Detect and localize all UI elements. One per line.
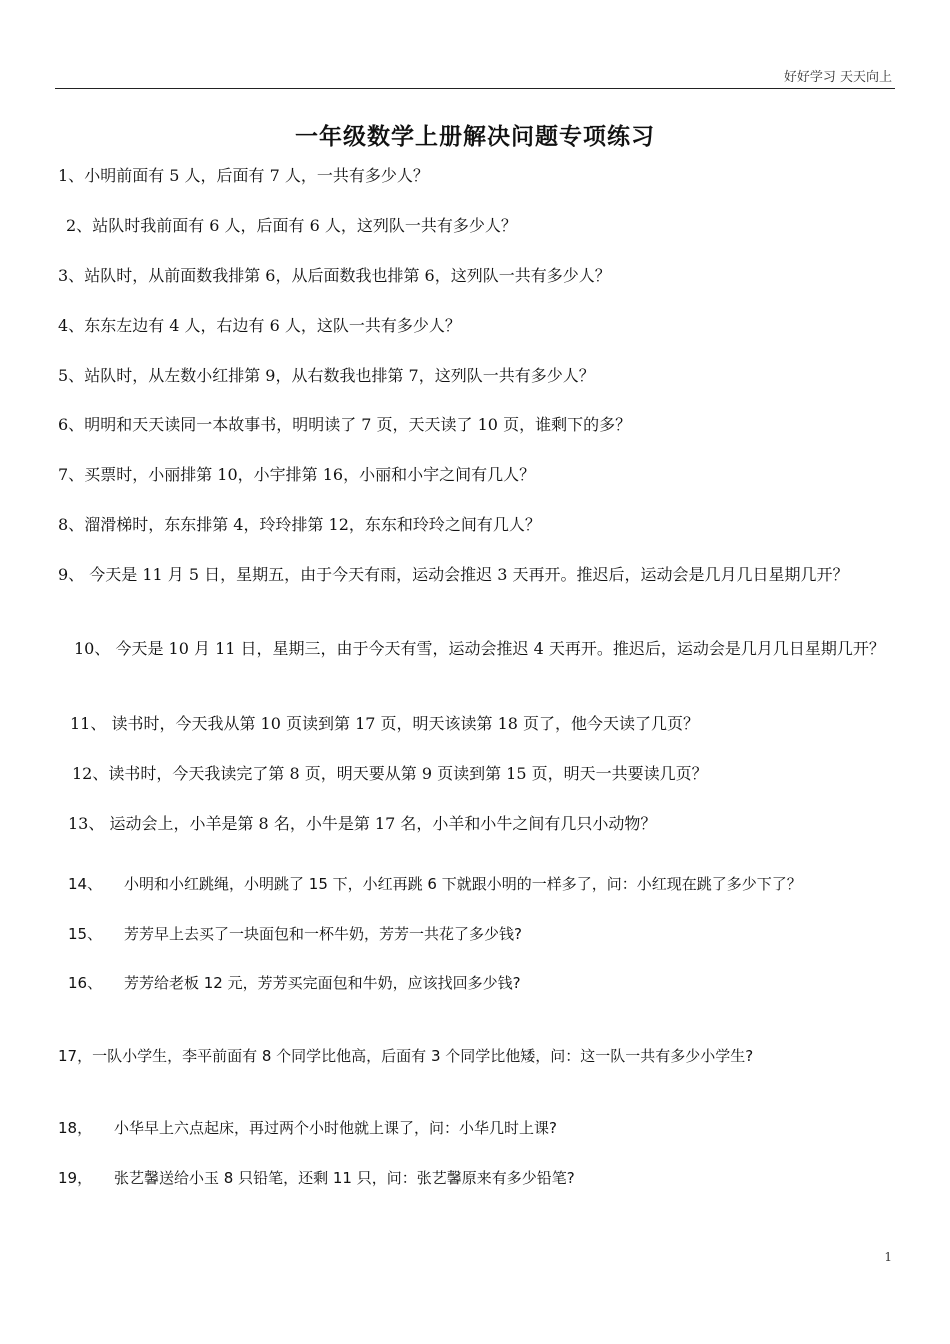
question-9 [58, 563, 893, 587]
question-17 [58, 1044, 753, 1068]
question-text: 买票时，小丽排第 10，小宇排第 16，小丽和小宇之间有几人？ [84, 465, 536, 484]
question-13 [68, 812, 656, 836]
question-number: 1、 [58, 166, 85, 185]
page-title: 一年级数学上册解决问题专项练习 [295, 123, 655, 150]
question-number: 6、 [58, 415, 85, 434]
question-16 [68, 971, 521, 995]
page-number: 1 [884, 1250, 892, 1264]
question-text: 张艺馨送给小玉 8 只铅笔，还剩 11 只，问：张艺馨原来有多少铅笔? [114, 1169, 575, 1187]
question-text: 小明前面有 5 人，后面有 7 人，一共有多少人？ [84, 166, 429, 185]
question-number: 7、 [58, 465, 85, 484]
question-number: 15、 [68, 925, 103, 943]
question-19 [58, 1166, 575, 1190]
question-number: 9、 [58, 565, 85, 584]
question-6 [58, 413, 631, 437]
question-text: 站队时，从左数小红排第 9，从右数我也排第 7，这列队一共有多少人？ [84, 366, 595, 385]
question-text: 明明和天天读同一本故事书，明明读了 7 页，天天读了 10 页，谁剩下的多？ [84, 415, 632, 434]
question-number: 12、 [72, 764, 109, 783]
question-10 [58, 637, 893, 661]
question-1 [58, 164, 429, 188]
question-text: 今天是 11 月 5 日，星期五，由于今天有雨，运动会推迟 3 天再开。推迟后，运动会是几月几日星期几开？ [84, 565, 849, 584]
question-11 [70, 712, 699, 736]
question-text: 一队小学生，李平前面有 8 个同学比他高，后面有 3 个同学比他矮，问：这一队一共有多少小学生? [92, 1047, 754, 1065]
question-8 [58, 513, 541, 537]
question-number: 14、 [68, 875, 103, 893]
question-number: 10、 [74, 639, 111, 658]
question-number: 19， [58, 1169, 93, 1187]
question-2 [66, 214, 517, 238]
question-text: 芳芳早上去买了一块面包和一杯牛奶，芳芳一共花了多少钱? [124, 925, 522, 943]
question-number: 2、 [66, 216, 93, 235]
question-text: 芳芳给老板 12 元，芳芳买完面包和牛奶，应该找回多少钱? [124, 974, 521, 992]
question-text: 站队时我前面有 6 人，后面有 6 人，这列队一共有多少人？ [92, 216, 517, 235]
question-number: 11、 [70, 714, 107, 733]
question-number: 18， [58, 1119, 93, 1137]
question-3 [58, 264, 611, 288]
question-number: 13、 [68, 814, 105, 833]
question-5 [58, 364, 595, 388]
question-number: 16、 [68, 974, 103, 992]
question-text: 读书时，今天我读完了第 8 页，明天要从第 9 页读到第 15 页，明天一共要读几页？ [108, 764, 708, 783]
question-4 [58, 314, 461, 338]
header-text: 好好学习 天天向上 [783, 70, 892, 85]
question-number: 3、 [58, 266, 85, 285]
question-12 [72, 762, 708, 786]
question-text: 今天是 10 月 11 日，星期三，由于今天有雪，运动会推迟 4 天再开。推迟后，运动会是几月几日星期几开？ [110, 639, 885, 658]
question-number: 5、 [58, 366, 85, 385]
question-text: 溜滑梯时，东东排第 4，玲玲排第 12，东东和玲玲之间有几人？ [84, 515, 541, 534]
question-18 [58, 1116, 557, 1140]
question-text: 站队时，从前面数我排第 6，从后面数我也排第 6，这列队一共有多少人？ [84, 266, 611, 285]
question-text: 运动会上，小羊是第 8 名，小牛是第 17 名，小羊和小牛之间有几只小动物？ [104, 814, 657, 833]
question-7 [58, 463, 535, 487]
question-text: 小华早上六点起床，再过两个小时他就上课了，问：小华几时上课? [114, 1119, 557, 1137]
question-number: 4、 [58, 316, 85, 335]
question-text: 东东左边有 4 人，右边有 6 人，这队一共有多少人？ [84, 316, 461, 335]
header-rule [55, 88, 895, 89]
question-text: 小明和小红跳绳，小明跳了 15 下，小红再跳 6 下就跟小明的一样多了，问：小红现在跳了多少下了？ [124, 875, 802, 893]
question-14 [68, 872, 802, 896]
question-text: 读书时，今天我从第 10 页读到第 17 页，明天该读第 18 页了，他今天读了几页？ [106, 714, 700, 733]
question-number: 8、 [58, 515, 85, 534]
question-15 [68, 922, 522, 946]
question-number: 17， [58, 1047, 93, 1065]
